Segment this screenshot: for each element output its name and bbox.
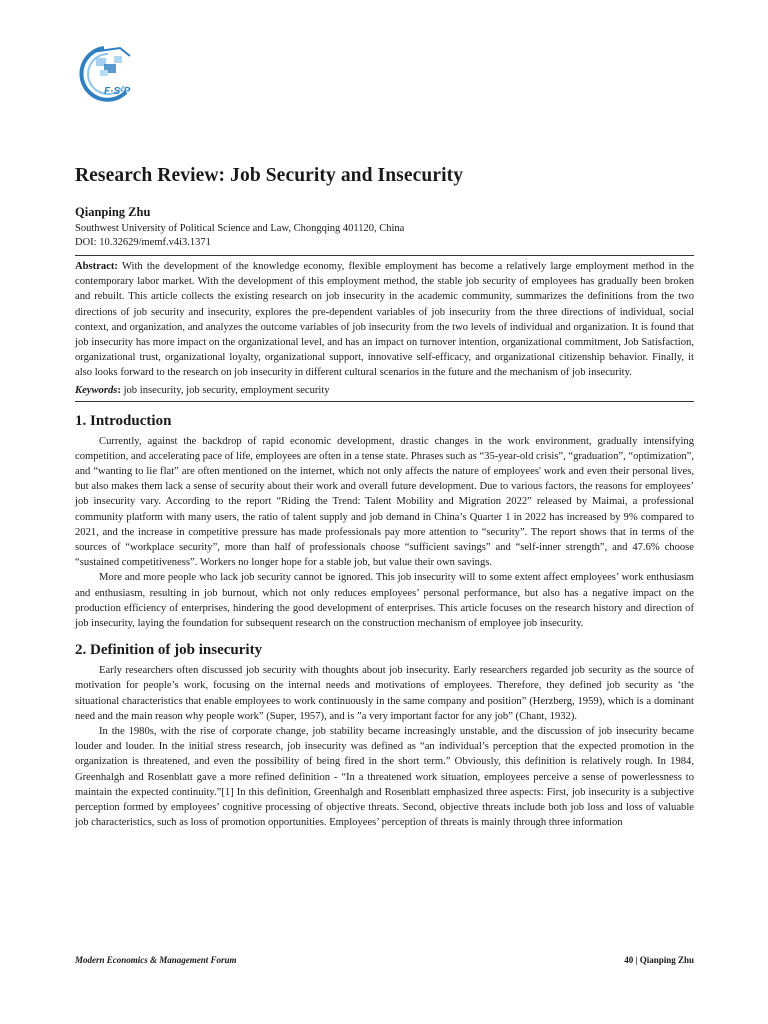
abstract-text: With the development of the knowledge economy, flexible employment has become a relatively large employment method in the contemporary labor market. With the development of this employment method, the stable job security of employees has gradually been broken and rebuilt. This article collects the existing research on job insecurity in the academic community, summarizes the definitions from the two directions of job security and insecurity, explores the pre-dependent variables of job insecurity from the three directions of individual, social context, and organization, and analyzes the outcome variables of job insecurity from the two levels of individual and organization. It is found that job insecurity has more impact on the organizational level, and has an impact on turnover intention, organizational commitment, Job Satisfaction, organizational trust, organizational loyalty, organizational support, innovative self-efficacy, and organizational citizenship behavior. Finally, it also looks forward to the research on job insecurity in different cultural scenarios in the future and the mechanism of job insecurity.: [75, 261, 694, 379]
publisher-logo: [74, 42, 154, 106]
paragraph: More and more people who lack job security cannot be ignored. This job insecurity will to some extent affect employees’ work enthusiasm and enthusiasm, resulting in job burnout, which not only reduces employees’ personal performance, but also has a negative impact on the production efficiency of enterprises, hindering the good development of enterprises. This article focuses on the research history and direction of job insecurity, laying the foundation for subsequent research on the construction mechanism of employee job insecurity.: [75, 572, 694, 630]
page-number: 40 | Qianping Zhu: [624, 955, 694, 965]
divider: [75, 255, 694, 256]
author-name: Qianping Zhu: [75, 205, 151, 219]
section-heading-definition: 2. Definition of job insecurity: [75, 642, 263, 659]
article: [75, 162, 694, 831]
doi: DOI: 10.32629/memf.v4i3.1371: [75, 237, 211, 248]
keywords: Keywords: job insecurity, job security, employment security: [75, 384, 330, 396]
abstract: [75, 259, 694, 381]
paper-title: Research Review: Job Security and Insecurity: [75, 165, 464, 186]
keywords-text: job insecurity, job security, employment security: [123, 384, 330, 396]
paragraph: In the 1980s, with the rise of corporate change, job stability became increasingly unstable, and the discussion of job insecurity became louder and louder. In the initial stress research, job insecurity was defined as “an individual’s perception that the expected promotion in the organization is threatened, and even the possibility of being fired in the short term.” Obviously, this definition is relatively rough. In 1984, Greenhalgh and Rosenblatt gave a more refined definition - “In a threatened work situation, employees perceive a sense of powerlessness to maintain the expected continuity.”[1] In this definition, Greenhalgh and Rosenblatt emphasized three aspects: First, job insecurity is a subjective perception formed by employees’ cognitive processing of objective threats. Second, objective threats include both job loss and loss of valuable job characteristics, such as loss of promotion opportunities. Employees’ perception of threats is mainly through three information: [75, 726, 694, 829]
abstract-label: Abstract:: [75, 261, 118, 272]
keywords-label: Keywords: [75, 384, 118, 396]
author-affiliation: Southwest University of Political Science and Law, Chongqing 401120, China: [75, 223, 405, 234]
paragraph: Currently, against the backdrop of rapid economic development, drastic changes in the work environment, gradually intensifying competition, and accelerating pace of life, employees are often in a tense state. Phrases such as “35-year-old crisis”, “graduation”, “optimization”, and “wanting to lie flat” are often mentioned on the internet, which not only affects the nature of employees' work and even their personal lives, but also makes them lack a sense of security about their work and overall future development. Due to various factors, the reasons for employees’ job insecurity vary. According to the report “Riding the Trend: Talent Mobility and Migration 2022” released by Maimai, a professional community platform with many users, the ratio of talent supply and job demand in China’s Quarter 1 in 2022 has increased by 9% compared to 2021, and the increase in competitive pressure has made professionals pay more attention to “security”. The report shows that in terms of the sources of “workplace security”, more than half of professionals choose “sufficient savings” and “self-inner strength”, and 47.6% choose “sustained competitiveness”. Workers no longer hope for a stable job, but value their own savings.: [75, 435, 694, 569]
logo-text: F·S·P: [104, 86, 131, 97]
section-heading-introduction: 1. Introduction: [75, 412, 172, 429]
fsp-logo-icon: [74, 42, 154, 106]
journal-name: Modern Economics & Management Forum: [75, 955, 237, 965]
divider: [75, 401, 694, 402]
paragraph: Early researchers often discussed job security with thoughts about job insecurity. Early researchers regarded job security as the source of motivation for people’s work, focusing on the internal needs and motivations of employees. Therefore, they defined job security as ‘the situational characteristics that enable employees to work continuously in the same company and position” (Herzberg, 1959), which is a dominant need and the main reason why people work” (Super, 1957), and is ”a very important factor for any job” (Chant, 1932).: [75, 665, 694, 722]
